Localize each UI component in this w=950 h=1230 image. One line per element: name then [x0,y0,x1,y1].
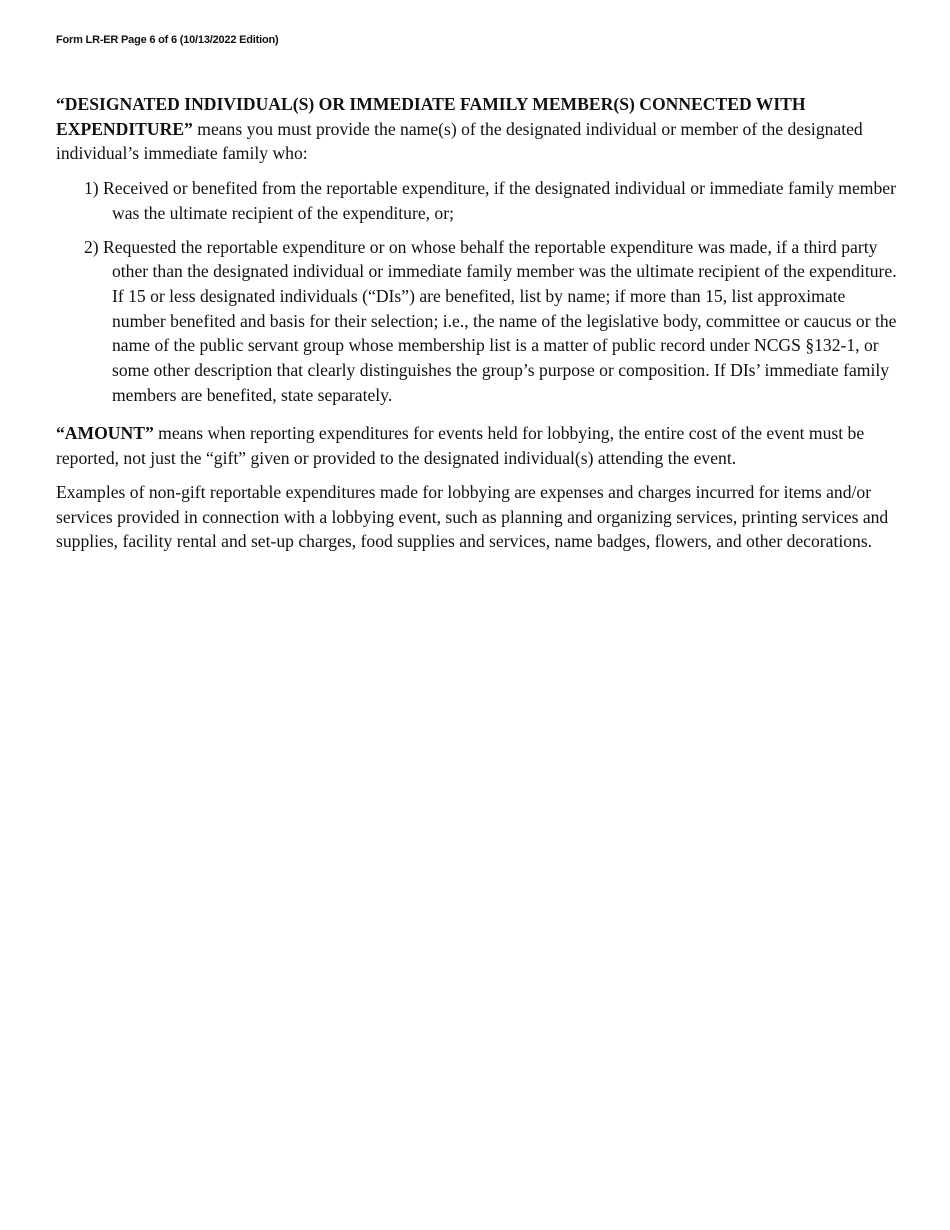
form-page-header: Form LR-ER Page 6 of 6 (10/13/2022 Edition) [56,34,279,46]
designated-definition-paragraph [56,92,898,166]
list-item: 2) Requested the reportable expenditure or on whose behalf the reportable expenditure was made, if a third party other than the designated individual or immediate family member was the ultimate recipient of the expenditure. If 15 or less designated individuals (“DIs”) are benefited, list by name; if more than 15, list approximate number benefited and basis for their selection; i.e., the name of the legislative body, committee or caucus or the name of the public servant group whose membership list is a matter of public record under NCGS §132-1, or some other description that clearly distinguishes the group’s purpose or composition. If DIs’ immediate family members are benefited, state separately. [84,236,897,405]
examples-paragraph: Examples of non-gift reportable expenditures made for lobbying are expenses and charges incurred for items and/or services provided in connection with a lobbying event, such as planning and organizing services, printing services and supplies, facility rental and set-up charges, food supplies and services, name badges, flowers, and other decorations. [56,481,889,552]
designated-definition-text: means you must provide the name(s) of the designated individual or member of the designated individual’s immediate family who: [56,118,863,164]
designated-criteria-list [56,176,898,407]
amount-term: “AMOUNT” [56,423,154,444]
amount-definition-text: means when reporting expenditures for events held for lobbying, the entire cost of the event must be reported, not just the “gift” given or provided to the designated individual(s) attending the event. [56,423,865,469]
list-item: 1) Received or benefited from the reportable expenditure, if the designated individual or immediate family member was the ultimate recipient of the expenditure, or; [84,178,896,223]
document-body [56,92,898,554]
amount-definition-paragraph [56,421,898,470]
designated-term: “DESIGNATED INDIVIDUAL(S) OR IMMEDIATE FAMILY MEMBER(S) CONNECTED WITH EXPENDITURE” [56,94,806,139]
